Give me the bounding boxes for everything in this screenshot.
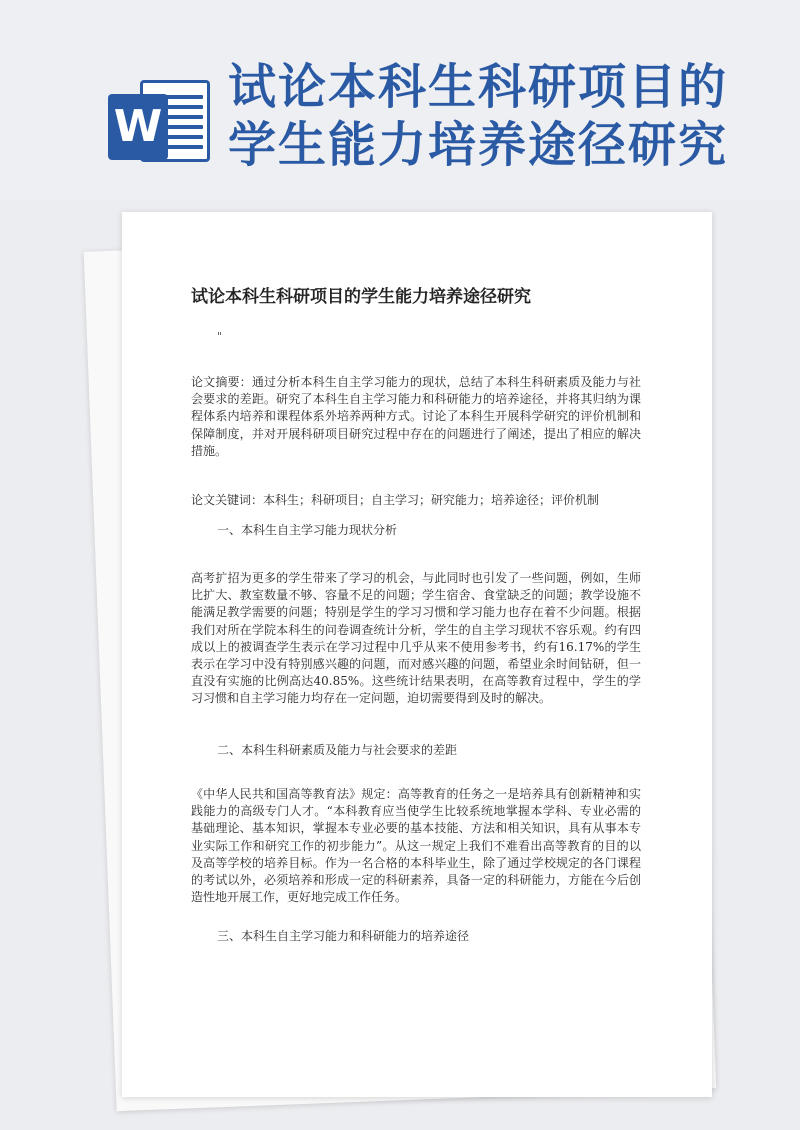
- word-document-icon: [108, 70, 212, 170]
- word-line: [163, 135, 203, 139]
- word-line: [163, 95, 203, 99]
- section3-heading: 三、本科生自主学习能力和科研能力的培养途径: [217, 929, 470, 943]
- cover-title-line1: 试论本科生科研项目的: [228, 59, 729, 115]
- cover-title: [228, 58, 788, 174]
- keywords-line: 论文关键词：本科生；科研项目；自主学习；研究能力；培养途径；评价机制: [191, 493, 600, 507]
- word-letter-badge: W: [108, 94, 168, 160]
- word-line: [163, 145, 203, 149]
- section2-heading: 二、本科生科研素质及能力与社会要求的差距: [217, 743, 458, 757]
- section1-paragraph: 高考扩招为更多的学生带来了学习的机会，与此同时也引发了一些问题，例如，生师比扩大、教室数量不够、容量不足的问题；学生宿舍、食堂缺乏的问题；教学设施不能满足教学需要的问题；特别是学生的学习习惯和学习能力也存在着不少问题。根据我们对所在学院本科生的问卷调查统计分析，学生的自主学习现状不容乐观。约有四成以上的被调查学生表示在学习过程中几乎从来不使用参考书，约有16.17%的学生表示在学习中没有特别感兴趣的问题，而对感兴趣的问题，希望业余时间钻研，但一直没有实施的比例高达40.85%。这些统计结果表明，在高等教育过程中，学生的学习习惯和自主学习能力均存在一定问题，迫切需要得到及时的解决。: [191, 571, 641, 706]
- word-line: [163, 125, 203, 129]
- quote-mark: ": [217, 330, 223, 343]
- cover-banner: [0, 0, 800, 200]
- word-line: [163, 115, 203, 119]
- section1-heading: 一、本科生自主学习能力现状分析: [217, 523, 398, 537]
- section2-paragraph: 《中华人民共和国高等教育法》规定：高等教育的任务之一是培养具有创新精神和实践能力的高级专门人才。“本科教育应当使学生比较系统地掌握本学科、专业必需的基础理论、基本知识，掌握本专业必要的基本技能、方法和相关知识，具有从事本专业实际工作和研究工作的初步能力”。从这一规定上我们不难看出高等教育的目的以及高等学校的培养目标。作为一名合格的本科毕业生，除了通过学校规定的各门课程的考试以外，必须培养和形成一定的科研素养，具备一定的科研能力，方能在今后创造性地开展工作，更好地完成工作任务。: [191, 787, 641, 905]
- document-title: 试论本科生科研项目的学生能力培养途径研究: [191, 287, 531, 307]
- word-line: [163, 105, 203, 109]
- abstract-paragraph: 论文摘要：通过分析本科生自主学习能力的现状，总结了本科生科研素质及能力与社会要求的差距。研究了本科生自主学习能力和科研能力的培养途径，并将其归纳为课程体系内培养和课程体系外培养两种方式。讨论了本科生开展科学研究的评价机制和保障制度，并对开展科研项目研究过程中存在的问题进行了阐述，提出了相应的解决措施。: [191, 375, 641, 458]
- cover-title-line2: 学生能力培养途径研究: [228, 117, 729, 173]
